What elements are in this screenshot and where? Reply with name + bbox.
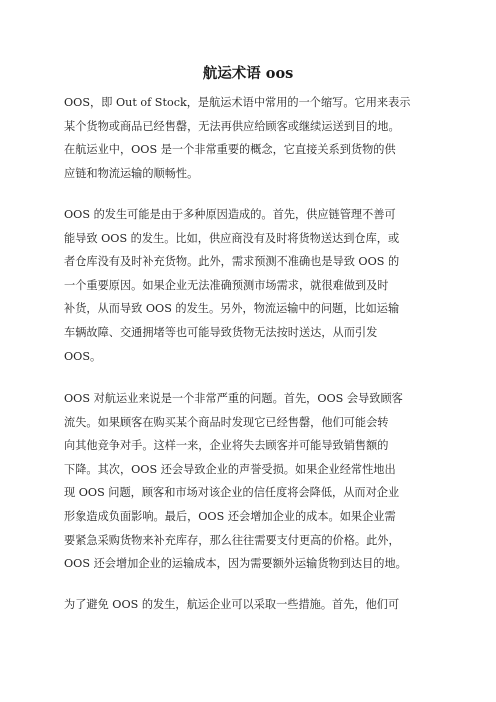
text-line: 为了避免 OOS 的发生，航运企业可以采取一些措施。首先，他们可 — [64, 598, 400, 611]
text-line: 车辆故障、交通拥堵等也可能导致货物无法按时送达，从而引发 — [64, 325, 378, 339]
text-line: 要紧急采购货物来补充库存，那么往往需要支付更高的价格。此外， — [64, 533, 400, 547]
document-title: 航运术语 oos — [202, 65, 294, 82]
text-line: OOS 对航运业来说是一个非常严重的问题。首先，OOS 会导致顾客 — [64, 392, 403, 405]
text-line: OOS，即 Out of Stock，是航运术语中常用的一个缩写。它用来表示 — [64, 96, 411, 109]
text-line: 流失。如果顾客在购买某个商品时发现它已经售罄，他们可能会转 — [64, 415, 389, 429]
text-line: 一个重要原因。如果企业无法准确预测市场需求，就很难做到及时 — [64, 278, 389, 292]
text-line: 形象造成负面影响。最后，OOS 还会增加企业的成本。如果企业需 — [64, 509, 396, 523]
text-line: 者仓库没有及时补充货物。此外，需求预测不准确也是导致 OOS 的 — [64, 255, 400, 269]
paragraph-2 — [64, 203, 399, 368]
paragraph-4 — [64, 593, 399, 617]
text-line: 向其他竞争对手。这样一来，企业将失去顾客并可能导致销售额的 — [64, 439, 389, 453]
text-line: 在航运业中，OOS 是一个非常重要的概念，它直接关系到货物的供 — [64, 143, 396, 157]
text-line: 能导致 OOS 的发生。比如，供应商没有及时将货物送达到仓库，或 — [64, 231, 400, 245]
text-line: 下降。其次，OOS 还会导致企业的声誉受损。如果企业经常性地出 — [64, 462, 396, 476]
text-line: OOS。 — [64, 349, 102, 363]
text-line: 应链和物流运输的顺畅性。 — [64, 166, 199, 180]
paragraph-1 — [64, 91, 411, 185]
text-line: 现 OOS 问题，顾客和市场对该企业的信任度将会降低，从而对企业 — [64, 486, 400, 500]
text-line: 某个货物或商品已经售罄，无法再供应给顾客或继续运送到目的地。 — [64, 119, 400, 133]
paragraph-3 — [64, 387, 407, 576]
text-line: OOS 还会增加企业的运输成本，因为需要额外运输货物到达目的地。 — [64, 557, 407, 571]
text-line: OOS 的发生可能是由于多种原因造成的。首先，供应链管理不善可 — [64, 208, 396, 221]
text-line: 补货，从而导致 OOS 的发生。另外，物流运输中的问题，比如运输 — [64, 302, 400, 316]
